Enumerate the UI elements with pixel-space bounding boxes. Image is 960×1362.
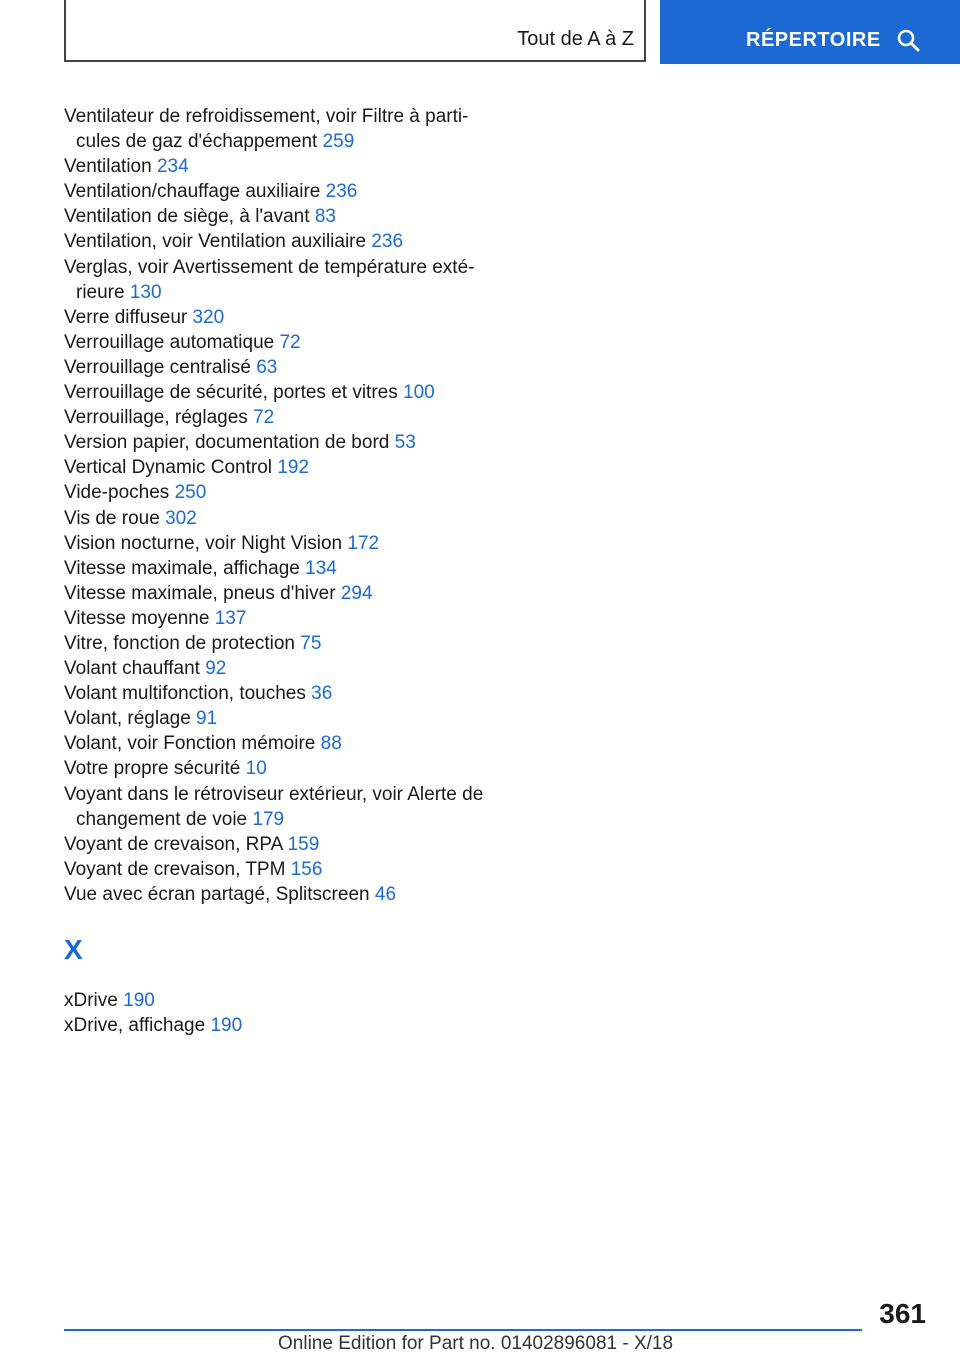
- index-entry-text: Vis de roue: [64, 507, 160, 529]
- index-entry: [64, 706, 494, 731]
- index-entry-text: Vitre, fonction de protection: [64, 632, 295, 654]
- page-link[interactable]: 294: [340, 582, 373, 604]
- index-entry: [64, 631, 494, 656]
- index-entry-text: Verre diffuseur: [64, 306, 188, 328]
- index-entry-text: Ventilation: [64, 156, 152, 178]
- search-icon[interactable]: [896, 28, 920, 52]
- index-entry: [64, 255, 494, 305]
- index-entry-text: Volant, réglage: [64, 708, 191, 730]
- index-entry: [64, 1013, 494, 1038]
- index-entry-text: Ventilation/chauffage auxiliaire: [64, 181, 321, 203]
- page-link[interactable]: 91: [196, 708, 218, 730]
- page-link[interactable]: 156: [290, 858, 323, 880]
- index-entry: [64, 756, 494, 781]
- page-link[interactable]: 137: [214, 607, 247, 629]
- page-link[interactable]: 134: [305, 557, 337, 579]
- index-entry: [64, 882, 494, 907]
- index-entry-text: Vision nocturne, voir Night Vision: [64, 532, 343, 554]
- index-entry: [64, 731, 494, 756]
- page-link[interactable]: 100: [403, 382, 435, 404]
- page-link[interactable]: 75: [300, 632, 322, 654]
- index-entry: [64, 154, 494, 179]
- section-header: [64, 0, 646, 62]
- page-link[interactable]: 72: [279, 331, 301, 353]
- index-entry: [64, 681, 494, 706]
- index-group-v: [64, 104, 494, 907]
- index-entry-text: Vertical Dynamic Control: [64, 457, 273, 479]
- page-link[interactable]: 72: [253, 407, 275, 429]
- index-entry: [64, 330, 494, 355]
- index-entry: [64, 857, 494, 882]
- index-entry-text: Voyant dans le rétroviseur extérieur, voir Alerte de changement de voie: [64, 783, 484, 830]
- index-entry: [64, 506, 494, 531]
- index-entry: [64, 430, 494, 455]
- page-link[interactable]: 250: [174, 482, 207, 504]
- index-entry-text: Volant multifonction, touches: [64, 683, 306, 705]
- index-entry: [64, 988, 494, 1013]
- index-entry: [64, 782, 494, 832]
- index-entry: [64, 104, 494, 154]
- index-entry: [64, 380, 494, 405]
- page-link[interactable]: 92: [205, 658, 227, 680]
- page-link[interactable]: 236: [371, 231, 404, 253]
- page-link[interactable]: 63: [256, 356, 278, 378]
- page-link[interactable]: 172: [347, 532, 380, 554]
- index-entry: [64, 204, 494, 229]
- page-link[interactable]: 179: [252, 808, 285, 830]
- page-link[interactable]: 10: [245, 758, 267, 780]
- page-number: 361: [879, 1298, 926, 1329]
- footer-divider: [64, 1329, 862, 1331]
- page-link[interactable]: 320: [192, 306, 225, 328]
- page-link[interactable]: 192: [277, 457, 310, 479]
- index-entry-text: Version papier, documentation de bord: [64, 432, 390, 454]
- index-entry-text: Ventilation de siège, à l'avant: [64, 206, 310, 228]
- page-link[interactable]: 236: [325, 181, 358, 203]
- index-entry: [64, 305, 494, 330]
- page-link[interactable]: 88: [320, 733, 342, 755]
- page-link[interactable]: 302: [165, 507, 197, 529]
- index-entry-text: Voyant de crevaison, TPM: [64, 858, 286, 880]
- index-entry: [64, 480, 494, 505]
- index-entry-text: Ventilateur de refroidissement, voir Filtre à parti-cules de gaz d'échappement: [64, 106, 469, 153]
- index-entry-text: Ventilation, voir Ventilation auxiliaire: [64, 231, 367, 253]
- index-entry: [64, 656, 494, 681]
- index-entry: [64, 581, 494, 606]
- index-entry-text: Volant, voir Fonction mémoire: [64, 733, 316, 755]
- index-entry: [64, 556, 494, 581]
- index-entry: [64, 606, 494, 631]
- index-entry-text: Vide-poches: [64, 482, 170, 504]
- index-list: [64, 104, 494, 1038]
- index-entry: [64, 531, 494, 556]
- index-entry-text: Vitesse maximale, pneus d'hiver: [64, 582, 336, 604]
- index-tab-label: RÉPERTOIRE: [746, 29, 881, 51]
- page-link[interactable]: 46: [374, 883, 397, 905]
- index-entry: [64, 832, 494, 857]
- index-entry: [64, 455, 494, 480]
- index-tab[interactable]: [660, 0, 960, 64]
- section-title: Tout de A à Z: [517, 28, 634, 50]
- index-entry-text: xDrive, affichage: [64, 1015, 206, 1037]
- page-link[interactable]: 53: [394, 432, 416, 454]
- index-entry: [64, 179, 494, 204]
- index-entry-text: Vitesse moyenne: [64, 607, 210, 629]
- index-entry-text: xDrive: [64, 990, 118, 1011]
- index-entry-text: Verglas, voir Avertissement de température exté-rieure: [64, 256, 475, 303]
- index-entry: [64, 229, 494, 254]
- page-link[interactable]: 130: [129, 281, 162, 303]
- index-entry-text: Verrouillage de sécurité, portes et vitres: [64, 382, 398, 404]
- page-link[interactable]: 36: [311, 683, 333, 705]
- page-link[interactable]: 159: [287, 833, 320, 855]
- index-entry: [64, 405, 494, 430]
- index-group-x: [64, 988, 494, 1038]
- letter-heading: X: [64, 934, 83, 965]
- index-entry-text: Vue avec écran partagé, Splitscreen: [64, 883, 370, 905]
- index-entry-text: Vitesse maximale, affichage: [64, 557, 300, 579]
- page-link[interactable]: 234: [156, 156, 189, 178]
- index-entry-text: Verrouillage automatique: [64, 331, 275, 353]
- index-entry-text: Verrouillage centralisé: [64, 356, 251, 378]
- index-entry-text: Votre propre sécurité: [64, 758, 241, 780]
- page-link[interactable]: 190: [210, 1015, 243, 1037]
- index-entry-text: Volant chauffant: [64, 658, 200, 680]
- index-entry-text: Voyant de crevaison, RPA: [64, 833, 283, 855]
- page-link[interactable]: 259: [322, 131, 355, 153]
- edition-text: Online Edition for Part no. 01402896081 - X/18: [278, 1333, 674, 1354]
- index-entry-text: Verrouillage, réglages: [64, 407, 248, 429]
- page-link[interactable]: 190: [123, 990, 155, 1011]
- page-link[interactable]: 83: [314, 206, 336, 228]
- index-entry: [64, 355, 494, 380]
